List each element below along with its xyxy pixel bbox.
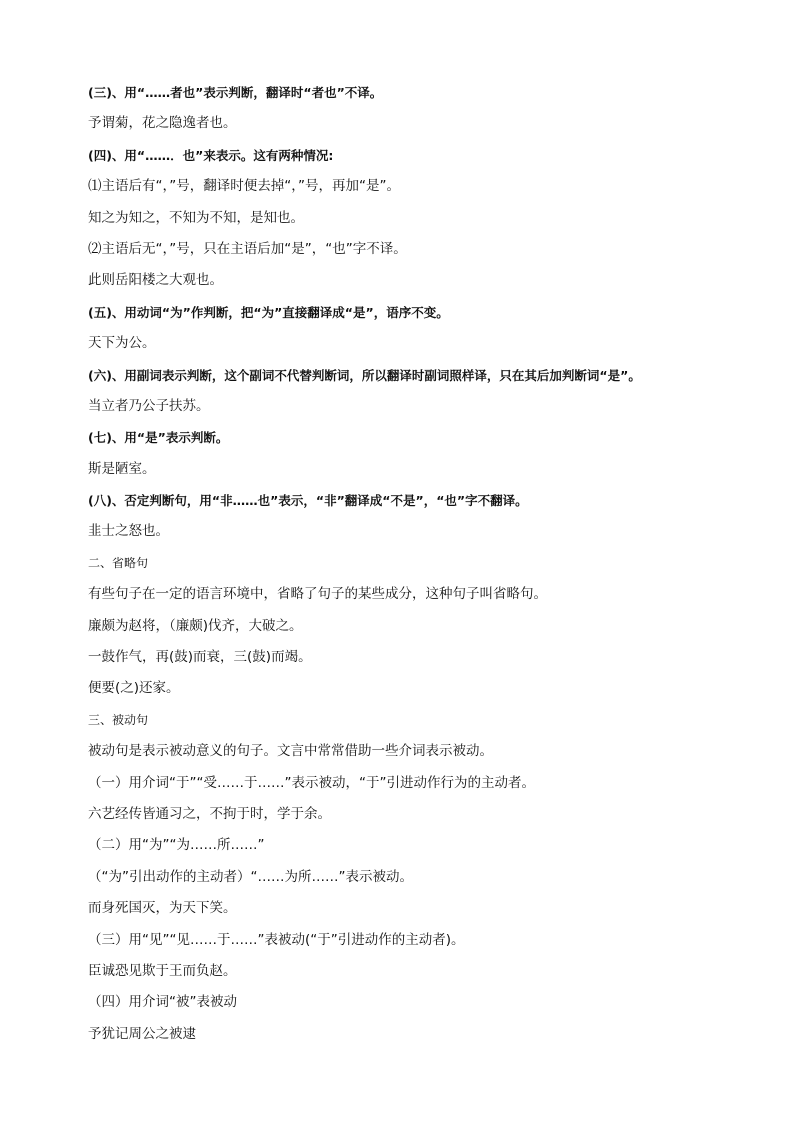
text-line: 知之为知之，不知为不知，是知也。 bbox=[88, 209, 304, 226]
text-line: 便要(之)还家。 bbox=[88, 680, 180, 697]
text-line: ⑵主语后无“，”号，只在主语后加“是”，“也”字不译。 bbox=[88, 240, 407, 257]
document-body bbox=[88, 77, 718, 1050]
text-line: （“为”引出动作的主动者）“……为所……”表示被动。 bbox=[88, 868, 413, 885]
text-line: 予谓菊，花之隐逸者也。 bbox=[88, 115, 237, 132]
text-line: 当立者乃公子扶苏。 bbox=[88, 397, 210, 414]
text-line: 予犹记周公之被逮 bbox=[88, 1025, 196, 1042]
text-line: 而身死国灭，为天下笑。 bbox=[88, 900, 237, 917]
text-line: 廉颇为赵将，（廉颇)伐齐，大破之。 bbox=[88, 617, 303, 634]
text-line: （三）用“见”“见……于……”表被动(“于”引进动作的主动者)。 bbox=[88, 931, 465, 948]
text-line: 有些句子在一定的语言环境中，省略了句子的某些成分，这种句子叫省略句。 bbox=[88, 586, 547, 603]
text-line: 一鼓作气，再(鼓)而衰，三(鼓)而竭。 bbox=[88, 649, 312, 666]
text-line: （二）用“为”“为……所……” bbox=[88, 837, 265, 854]
text-line: 臣诚恐见欺于王而负赵。 bbox=[88, 962, 237, 979]
text-line: （一）用介词“于”“受……于……”表示被动，“于”引进动作行为的主动者。 bbox=[88, 774, 535, 791]
section-heading: (六)、用副词表示判断，这个副词不代替判断词，所以翻译时副词照样译，只在其后加判断词“是”。 bbox=[88, 367, 641, 383]
section-heading: (三)、用“……者也”表示判断，翻译时“者也”不译。 bbox=[88, 85, 383, 100]
text-line: 六艺经传皆通习之，不拘于时，学于余。 bbox=[88, 805, 331, 822]
text-line: 三、被动句 bbox=[88, 712, 149, 727]
text-line: 天下为公。 bbox=[88, 335, 156, 352]
text-line: 斯是陋室。 bbox=[88, 460, 156, 477]
section-heading: (八)、否定判断句，用“非……也”表示，“非”翻译成“不是”，“也”字不翻译。 bbox=[88, 493, 528, 509]
section-heading: (七)、用“是”表示判断。 bbox=[88, 430, 229, 446]
section-heading: (四)、用“……．也”来表示。这有两种情况: bbox=[88, 147, 334, 163]
text-line: 此则岳阳楼之大观也。 bbox=[88, 272, 223, 289]
section-heading: (五)、用动词“为”作判断，把“为”直接翻译成“是”，语序不变。 bbox=[88, 304, 449, 320]
text-line: （四）用介词“被”表被动 bbox=[88, 994, 237, 1011]
text-line: 二、省略句 bbox=[88, 555, 149, 570]
text-line: ⑴主语后有“，”号，翻译时便去掉“，”号，再加“是”。 bbox=[88, 178, 400, 195]
text-line: 韭士之怒也。 bbox=[88, 523, 169, 540]
text-line: 被动句是表示被动意义的句子。文言中常常借助一些介词表示被动。 bbox=[88, 743, 493, 760]
